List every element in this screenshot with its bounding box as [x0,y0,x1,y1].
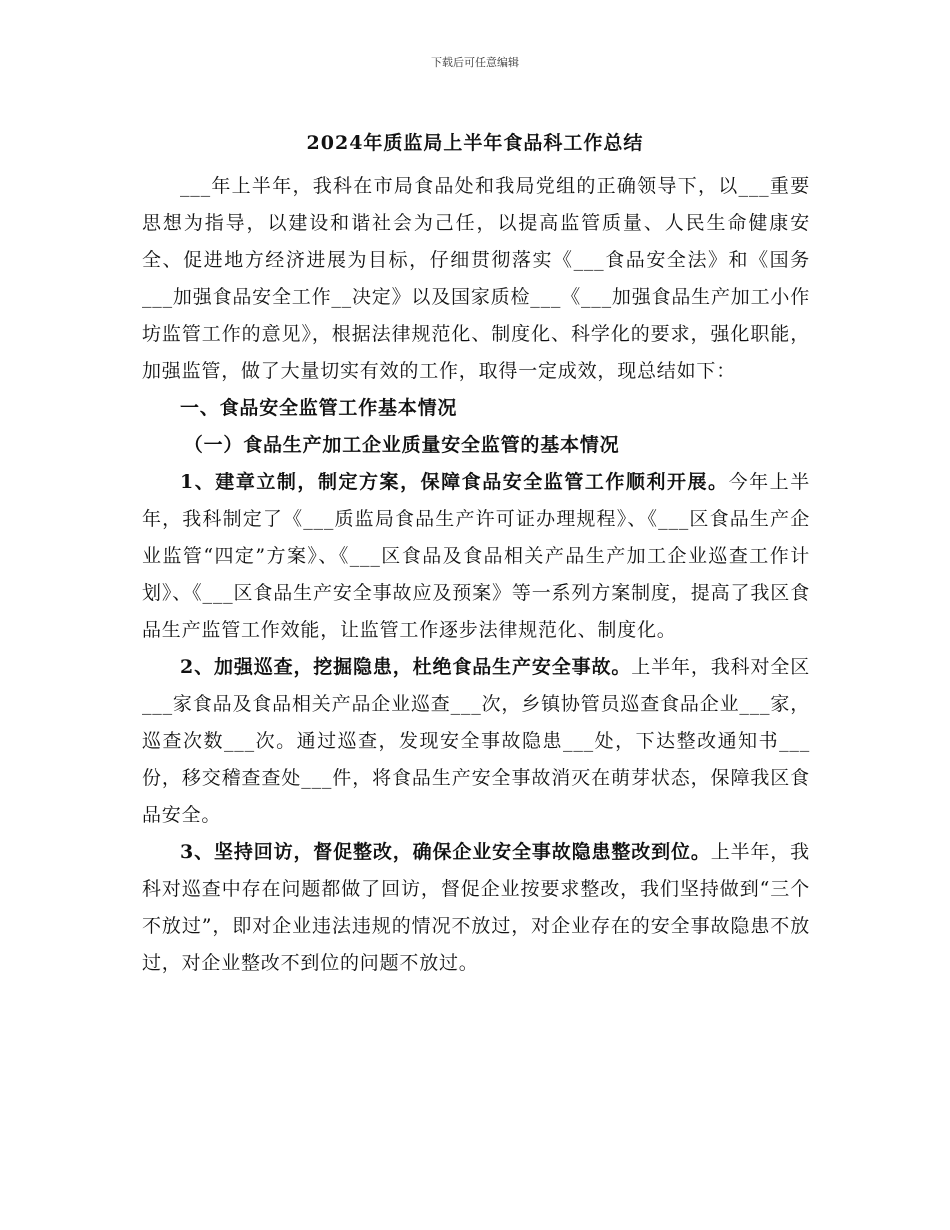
subsection-heading: （一）食品生产加工企业质量安全监管的基本情况 [183,434,620,456]
item-text-1: 今年上半年，我科制定了《___质监局食品生产许可证办理规程》、《___区食品生产企业监管“四定”方案》、《___区食品及食品相关产品生产加工企业巡查工作计划》、《___区食品生产安全事故应及预案》等一系列方案制度，提高了我区食品生产监管工作效能，让监管工作逐步法律规范化、制度化。 [142,471,810,641]
header-note: 下载后可任意编辑 [431,56,519,69]
item-lead-2: 2、加强巡查，挖掘隐患，杜绝食品生产安全事故。 [180,656,632,678]
document-title: 2024年质监局上半年食品科工作总结 [306,132,644,154]
item-lead-1: 1、建章立制，制定方案，保障食品安全监管工作顺利开展。 [180,471,729,493]
item-text-3: 上半年，我科对巡查中存在问题都做了回访，督促企业按要求整改，我们坚持做到“三个不放过”，即对企业违法违规的情况不放过，对企业存在的安全事故隐患不放过，对企业整改不到位的问题不放过。 [142,841,810,974]
item-paragraph-3 [142,834,810,982]
intro-paragraph: ___年上半年，我科在市局食品处和我局党组的正确领导下，以___重要思想为指导，以建设和谐社会为己任，以提高监管质量、人民生命健康安全、促进地方经济进展为目标，仔细贯彻落实《___食品安全法》和《国务___加强食品安全工作__决定》以及国家质检___《___加强食品生产加工小作坊监管工作的意见》，根据法律规范化、制度化、科学化的要求，强化职能，加强监管，做了大量切实有效的工作，取得一定成效，现总结如下： [142,175,810,382]
document-body [142,168,810,982]
item-paragraph-1 [142,464,810,649]
item-paragraph-2 [142,649,810,834]
item-lead-3: 3、坚持回访，督促整改，确保企业安全事故隐患整改到位。 [180,841,711,863]
section-heading: 一、食品安全监管工作基本情况 [180,397,458,419]
item-text-2: 上半年，我科对全区___家食品及食品相关产品企业巡查___次，乡镇协管员巡查食品企业___家，巡查次数___次。通过巡查，发现安全事故隐患___处，下达整改通知书___份，移交稽查查处___件，将食品生产安全事故消灭在萌芽状态，保障我区食品安全。 [142,656,810,826]
